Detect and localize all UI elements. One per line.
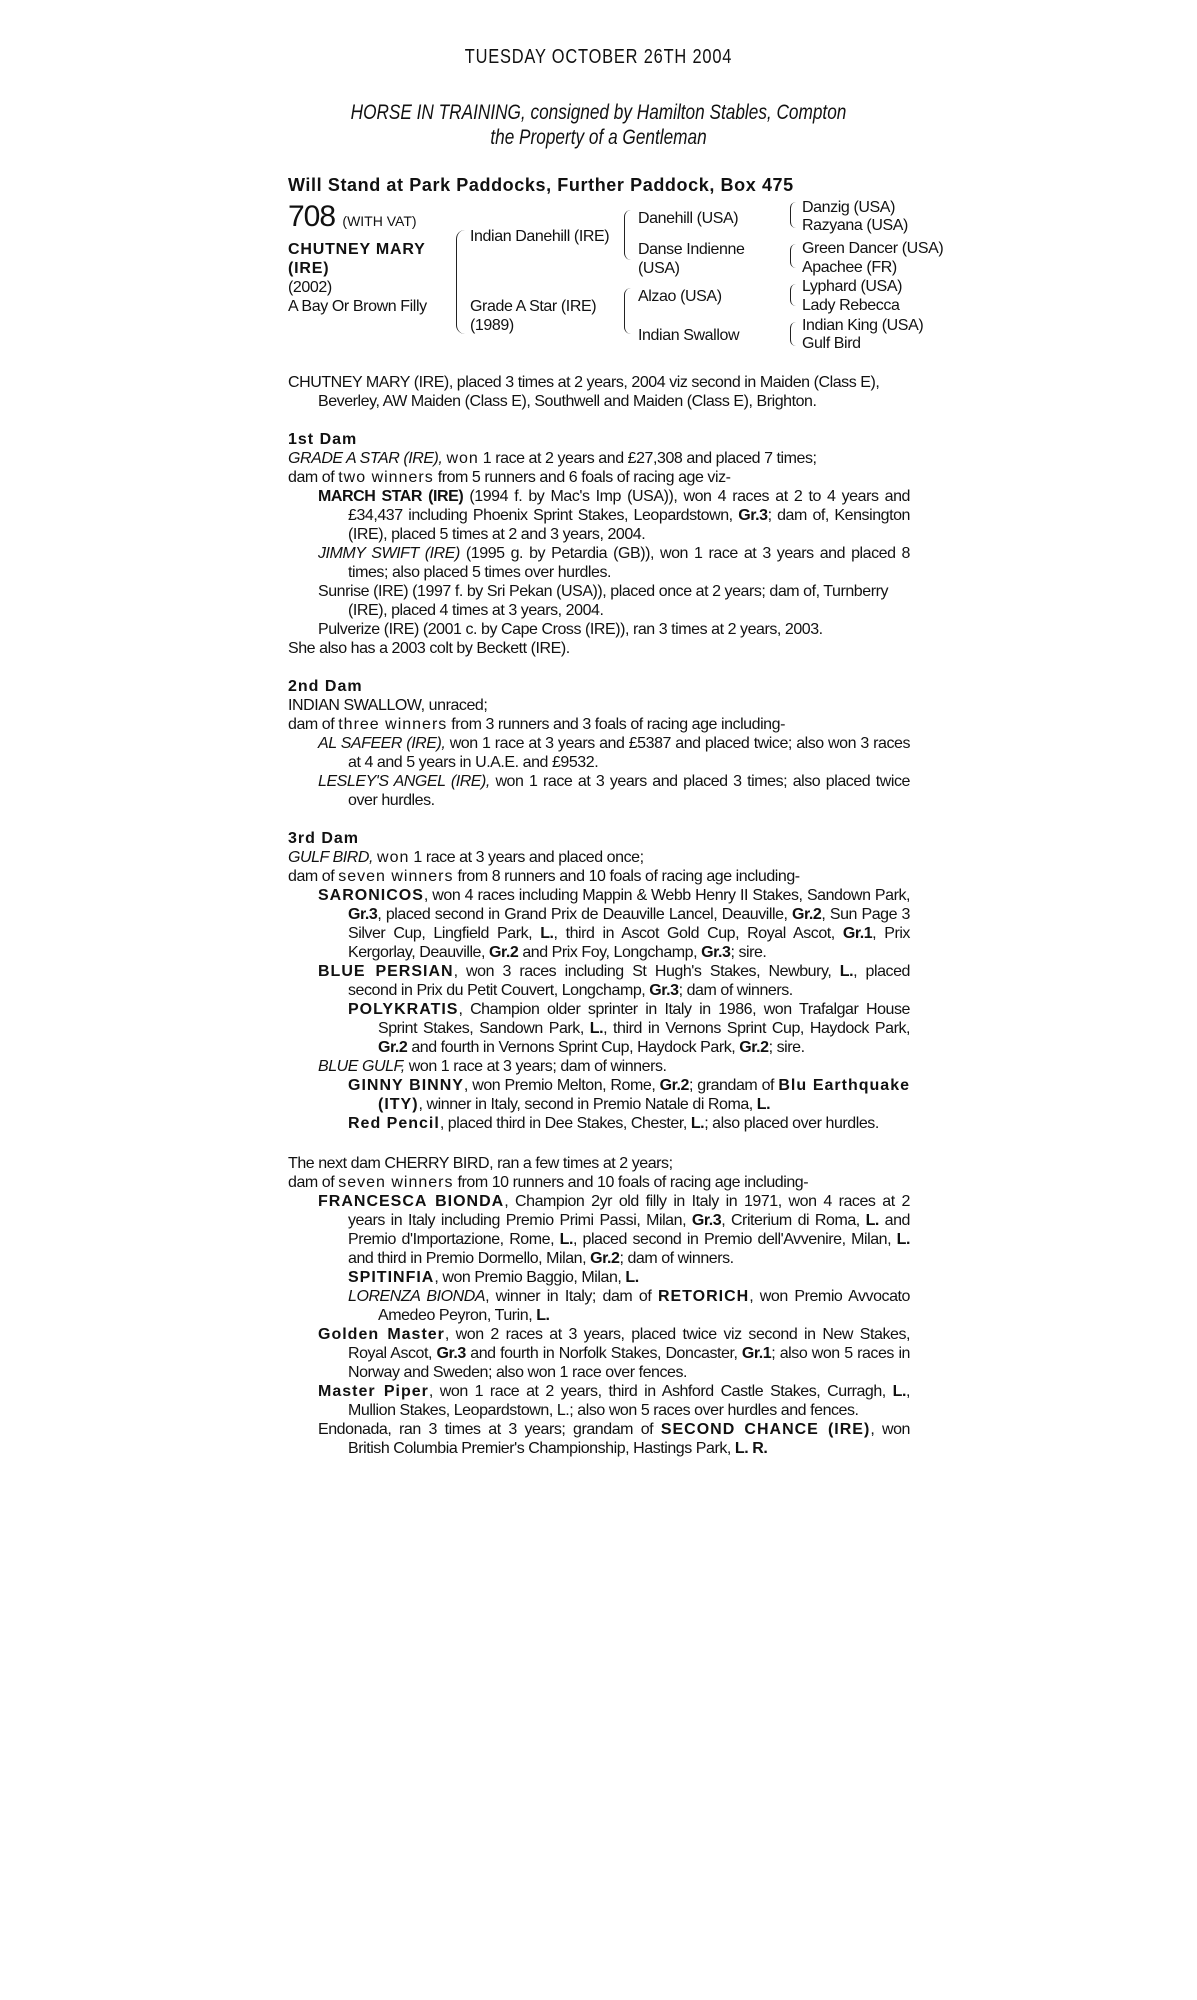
grade: L. — [589, 1020, 604, 1037]
text: , won 3 races including St Hugh's Stakes, Newbury, — [453, 963, 840, 980]
won-label: won — [377, 849, 410, 866]
brace-ss — [790, 202, 796, 228]
sire-sire: Danehill (USA) — [638, 210, 739, 227]
produce-francesca-bionda — [288, 1192, 910, 1268]
text: and fourth in Vernons Sprint Cup, Haydock Park, — [407, 1039, 740, 1056]
dam-of-label: dam of — [288, 716, 339, 733]
second-dam-section — [288, 677, 910, 810]
horse-lorenza-bionda: LORENZA BIONDA — [348, 1288, 486, 1305]
dam-year: (1989) — [470, 317, 514, 334]
record-line-1: CHUTNEY MARY (IRE), placed 3 times at 2 years, 2004 viz second in Maiden (Class E), — [288, 374, 880, 391]
consignment-title — [0, 100, 1197, 150]
grade: L. — [540, 925, 554, 942]
produce-lorenza-bionda — [288, 1287, 910, 1325]
grade: Gr.2 — [792, 906, 822, 923]
consignment-line-1: HORSE IN TRAINING, consigned by Hamilton Stables, Compton — [350, 101, 847, 124]
text: , placed third in Dee Stakes, Chester, — [439, 1115, 691, 1132]
winners-count: seven winners — [338, 1174, 454, 1191]
text: and third in Premio Dormello, Milan, — [348, 1250, 591, 1267]
text: , won 1 race at 2 years, third in Ashford Castle Stakes, Curragh, — [428, 1383, 893, 1400]
next-dam-produce — [288, 1173, 910, 1192]
grade: L. — [892, 1383, 906, 1400]
won-label: won — [446, 450, 479, 467]
produce-spitinfia — [288, 1268, 910, 1287]
text: ; also placed over hurdles. — [704, 1115, 879, 1132]
horse-francesca-bionda: FRANCESCA BIONDA — [318, 1193, 505, 1210]
produce-pulverize: Pulverize (IRE) (2001 c. by Cape Cross (IRE)), ran 3 times at 2 years, 2003. — [318, 621, 823, 638]
grade: Gr.3 — [691, 1212, 722, 1229]
horse-red-pencil: Red Pencil — [348, 1115, 440, 1132]
grade: Gr.2 — [488, 944, 519, 961]
text: , won British Columbia Premier's Championship, Hastings Park, — [348, 1421, 910, 1457]
text: won 1 race at 3 years and placed 3 times; also placed twice over hurdles. — [348, 773, 910, 809]
horse-master-piper: Master Piper — [318, 1383, 429, 1400]
produce-jimmy-swift — [288, 544, 910, 582]
third-dam-intro — [288, 848, 910, 867]
produce-al-safeer — [288, 734, 910, 772]
text: won 1 race at 3 years; dam of winners. — [404, 1058, 667, 1075]
first-dam-heading: 1st Dam — [288, 431, 358, 448]
grade: Gr.3 — [701, 944, 731, 961]
produce-saronicos — [288, 886, 910, 962]
grade: Gr.2 — [739, 1039, 769, 1056]
sds: Green Dancer (USA) — [802, 240, 944, 257]
produce-rest: from 8 runners and 10 foals of racing age including- — [453, 868, 800, 885]
second-dam-produce — [288, 715, 910, 734]
produce-rest: from 10 runners and 10 foals of racing age including- — [453, 1174, 809, 1191]
produce-blue-persian — [288, 962, 910, 1000]
record-line-2: Beverley, AW Maiden (Class E), Southwell and Maiden (Class E), Brighton. — [318, 393, 817, 410]
text: ; dam of winners. — [678, 982, 793, 999]
text: , won 2 races at 3 years, placed twice viz second in New Stakes, Royal Ascot, — [348, 1326, 910, 1362]
text: (1994 f. by Mac's Imp (USA)), won 4 races at 2 to 4 years and £34,437 including Phoenix Sprint Stakes, Leopardstown, — [348, 488, 911, 524]
horse-name-line-1: CHUTNEY MARY — [288, 241, 426, 258]
produce-golden-master — [288, 1325, 910, 1382]
dam-of-label: dam of — [288, 469, 339, 486]
brace-ds — [790, 284, 796, 306]
text: , Sun Page 3 Silver Cup, Lingfield Park, — [348, 906, 910, 942]
sire: Indian Danehill (IRE) — [470, 228, 610, 245]
grade: Gr.2 — [659, 1077, 689, 1094]
text: , placed second in Grand Prix de Deauville Lancel, Deauville, — [377, 906, 793, 923]
text: , winner in Italy; dam of — [485, 1288, 658, 1305]
produce-lesleys-angel — [288, 772, 910, 810]
dss: Lyphard (USA) — [802, 278, 903, 295]
brace-dam — [624, 288, 631, 334]
third-dam-section — [288, 829, 910, 1133]
grade: L. — [559, 1231, 573, 1248]
next-dam-section — [288, 1154, 910, 1458]
produce-sunrise: Sunrise (IRE) (1997 f. by Sri Pekan (USA)), placed once at 2 years; dam of, Turnberry (IRE), placed 4 times at 3 years, 2004. — [318, 583, 889, 619]
text: ; also won 5 races in Norway and Sweden; also won 1 race over fences. — [348, 1345, 910, 1381]
dam-of-label: dam of — [288, 868, 339, 885]
grade: L. — [896, 1231, 910, 1248]
ddd: Gulf Bird — [802, 335, 861, 352]
horse-ginny-binny: GINNY BINNY — [348, 1077, 464, 1094]
sire-dam-line-2: (USA) — [638, 260, 680, 277]
second-dam-heading: 2nd Dam — [288, 678, 363, 695]
dam-dam: Indian Swallow — [638, 327, 740, 344]
horse-blue-gulf: BLUE GULF, — [318, 1058, 405, 1075]
produce-rest: from 5 runners and 6 foals of racing age viz- — [433, 469, 731, 486]
horse-golden-master: Golden Master — [318, 1326, 445, 1343]
stand-location: Will Stand at Park Paddocks, Further Paddock, Box 475 — [288, 175, 794, 195]
brace-sire — [624, 210, 631, 260]
produce-endonada — [288, 1420, 910, 1458]
text: , third in Ascot Gold Cup, Royal Ascot, — [553, 925, 843, 942]
grade: Gr.3 — [649, 982, 679, 999]
grade: Gr.3 — [436, 1345, 466, 1362]
horse-description: A Bay Or Brown Filly — [288, 298, 427, 315]
text: ; sire. — [768, 1039, 805, 1056]
text: , Mullion Stakes, Leopardstown, L.; also won 5 races over hurdles and fences. — [348, 1383, 910, 1419]
text: , Champion 2yr old filly in Italy in 1971, won 4 races at 2 years in Italy including Premio Primi Passi, Milan, — [348, 1193, 910, 1229]
text: won 1 race at 3 years and £5387 and placed twice; also won 3 races at 4 and 5 years in U.A.E. and £9532. — [348, 735, 910, 771]
pedigree-table — [288, 200, 968, 360]
horse-blue-persian: BLUE PERSIAN — [318, 963, 454, 980]
horse-al-safeer: AL SAFEER (IRE), — [318, 735, 446, 752]
second-dam-name: INDIAN SWALLOW, unraced; — [288, 697, 488, 714]
dam-of-label: dam of — [288, 1174, 339, 1191]
text: , Criterium di Roma, — [721, 1212, 866, 1229]
sire-dam — [638, 240, 745, 278]
grade: L. R. — [734, 1440, 768, 1457]
third-dam-name: GULF BIRD, — [288, 849, 374, 866]
dam-sire: Alzao (USA) — [638, 288, 722, 305]
winners-count: two winners — [338, 469, 434, 486]
grade: L. — [690, 1115, 705, 1132]
vat-note: (WITH VAT) — [342, 213, 417, 229]
brace-parents — [456, 230, 465, 334]
first-dam-intro — [288, 449, 910, 468]
dam-name: Grade A Star (IRE) — [470, 298, 597, 315]
horse-second-chance: SECOND CHANCE (IRE) — [660, 1421, 871, 1438]
text: and fourth in Norfolk Stakes, Doncaster, — [465, 1345, 742, 1362]
horse-polykratis: POLYKRATIS — [348, 1001, 459, 1018]
text: , won Premio Melton, Rome, — [463, 1077, 660, 1094]
first-dam-name: GRADE A STAR (IRE), — [288, 450, 443, 467]
text: , won Premio Baggio, Milan, — [434, 1269, 626, 1286]
grade: L. — [865, 1212, 879, 1229]
produce-master-piper — [288, 1382, 910, 1420]
grade: L. — [625, 1269, 639, 1286]
horse-name — [288, 240, 426, 278]
grade: Gr.3 — [738, 507, 768, 524]
grade: Gr.2 — [590, 1250, 620, 1267]
text: , winner in Italy, second in Premio Natale di Roma, — [418, 1096, 757, 1113]
sss: Danzig (USA) — [802, 199, 896, 216]
produce-march-star — [288, 487, 910, 544]
text: , placed second in Premio dell'Avvenire, Milan, — [572, 1231, 897, 1248]
sdd: Apachee (FR) — [802, 259, 897, 276]
text: and Premio d'Importazione, Rome, — [348, 1212, 911, 1248]
text: , Champion older sprinter in Italy in 1986, won Trafalgar House Sprint Stakes, Sandown Park, — [378, 1001, 910, 1037]
produce-rest: from 3 runners and 3 foals of racing age including- — [447, 716, 785, 733]
consignment-line-2: the Property of a Gentleman — [490, 126, 707, 149]
grade: Gr.1 — [741, 1345, 772, 1362]
grade: Gr.1 — [842, 925, 873, 942]
horse-lesleys-angel: LESLEY'S ANGEL (IRE), — [318, 773, 490, 790]
text: , placed second in Prix du Petit Couvert, Longchamp, — [348, 963, 910, 999]
horse-details — [288, 278, 427, 316]
next-dam-intro: The next dam CHERRY BIRD, ran a few times at 2 years; — [288, 1155, 673, 1172]
horse-name-line-2: (IRE) — [288, 260, 330, 277]
horse-spitinfia: SPITINFIA — [348, 1269, 435, 1286]
ssd: Razyana (USA) — [802, 217, 908, 234]
text: , won 4 races including Mappin & Webb Henry II Stakes, Sandown Park, — [423, 887, 910, 904]
text: ; dam of, Kensington (IRE), placed 5 times at 2 and 3 years, 2004. — [348, 507, 910, 543]
sire-dam-line-1: Danse Indienne — [638, 241, 745, 258]
text: (1995 g. by Petardia (GB)), won 1 race at 3 years and placed 8 times; also placed 5 times over hurdles. — [348, 545, 910, 581]
horse-blu-earthquake: Blu Earthquake (ITY) — [378, 1077, 910, 1113]
dsd: Lady Rebecca — [802, 297, 900, 314]
third-dam-produce — [288, 867, 910, 886]
winners-count: seven winners — [338, 868, 454, 885]
dds: Indian King (USA) — [802, 317, 924, 334]
produce-red-pencil — [288, 1114, 910, 1133]
horse-retorich: RETORICH — [657, 1288, 750, 1305]
first-dam-intro-rest: 1 race at 2 years and £27,308 and placed 7 times; — [478, 450, 817, 467]
produce-blue-gulf — [288, 1057, 910, 1076]
horse-march-star: MARCH STAR (IRE) — [318, 488, 464, 505]
text: ; grandam of — [688, 1077, 779, 1094]
grade: Gr.3 — [348, 906, 378, 923]
winners-count: three winners — [338, 716, 448, 733]
racing-record — [288, 373, 910, 411]
horse-saronicos: SARONICOS — [318, 887, 424, 904]
text: ; sire. — [730, 944, 767, 961]
grade: L. — [839, 963, 854, 980]
brace-dd — [790, 322, 796, 346]
produce-2003-colt: She also has a 2003 colt by Beckett (IRE). — [288, 640, 570, 657]
produce-polykratis — [288, 1000, 910, 1057]
grade: Gr.2 — [378, 1039, 408, 1056]
text: ; dam of winners. — [619, 1250, 734, 1267]
text: , Prix Kergorlay, Deauville, — [348, 925, 910, 961]
text: and Prix Foy, Longchamp, — [518, 944, 702, 961]
grade: L. — [756, 1096, 771, 1113]
third-dam-heading: 3rd Dam — [288, 830, 360, 847]
first-dam-section — [288, 430, 910, 658]
text: , third in Vernons Sprint Cup, Haydock Park, — [603, 1020, 910, 1037]
text: , won Premio Avvocato Amedeo Peyron, Turin, — [378, 1288, 911, 1324]
lot-number — [288, 200, 417, 234]
text: 1 race at 3 years and placed once; — [409, 849, 644, 866]
horse-jimmy-swift: JIMMY SWIFT (IRE) — [318, 545, 460, 562]
brace-sd — [790, 244, 796, 268]
text: Endonada, ran 3 times at 3 years; grandam of — [318, 1421, 661, 1438]
foaling-year: (2002) — [288, 279, 332, 296]
produce-ginny-binny — [288, 1076, 910, 1114]
first-dam-produce — [288, 468, 910, 487]
lot-number-value: 708 — [288, 200, 336, 233]
dam — [470, 297, 596, 335]
sale-date: TUESDAY OCTOBER 26TH 2004 — [464, 46, 733, 68]
grade: L. — [536, 1307, 550, 1324]
